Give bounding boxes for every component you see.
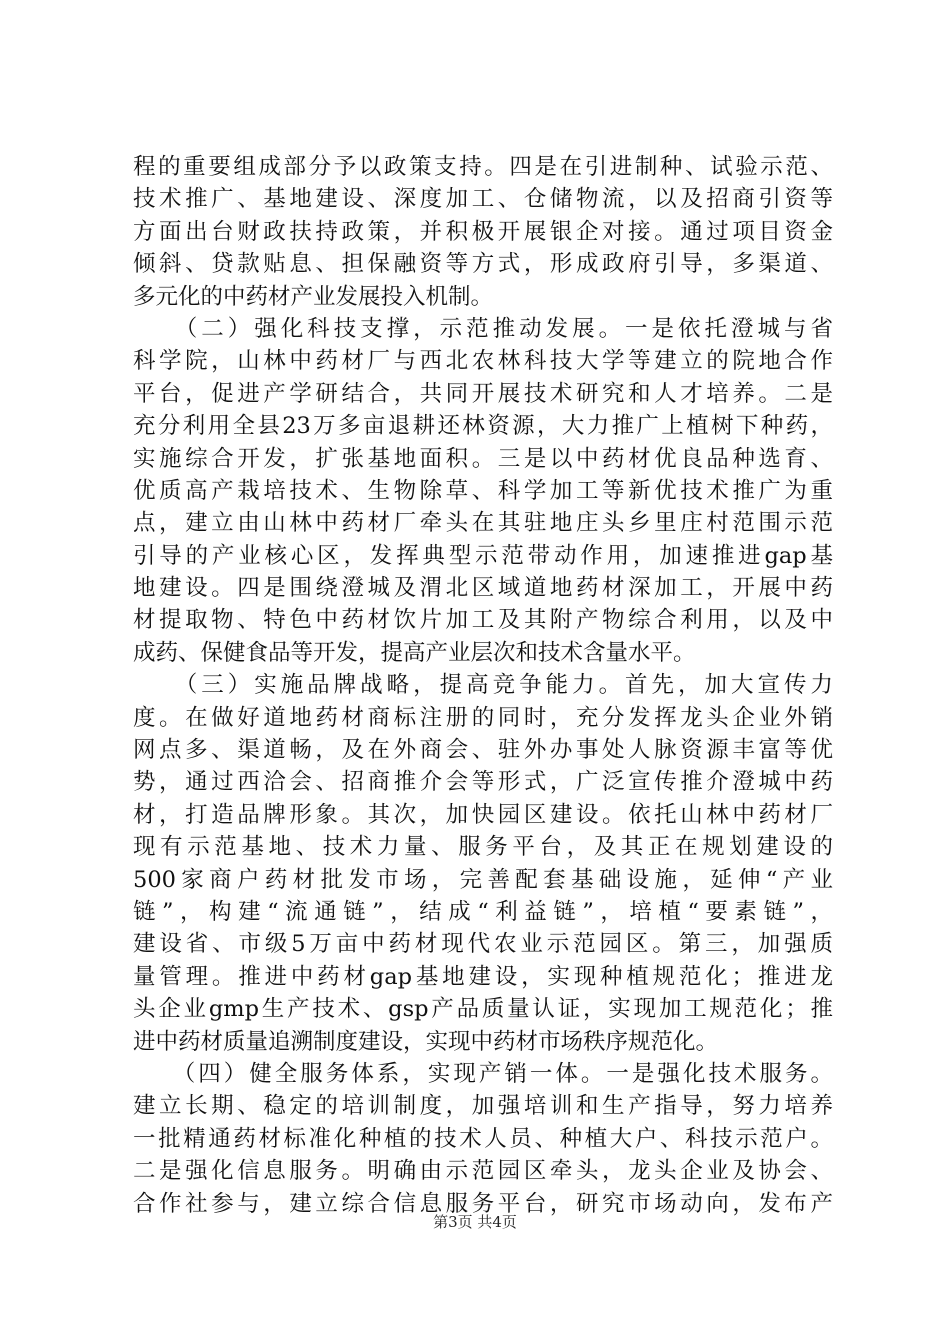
text-line: 引导的产业核心区，发挥典型示范带动作用，加速推进gap基 [133, 542, 833, 569]
text-line: 500家商户药材批发市场，完善配套基础设施，延伸“产业 [133, 866, 833, 893]
text-line: （四）健全服务体系，实现产销一体。一是强化技术服务。 [133, 1060, 833, 1087]
text-line: 建设省、市级5万亩中药材现代农业示范园区。第三，加强质 [133, 931, 833, 958]
text-line: 技术推广、基地建设、深度加工、仓储物流，以及招商引资等 [133, 186, 833, 213]
text-line: （二）强化科技支撑，示范推动发展。一是依托澄城与省 [133, 315, 833, 342]
text-line: 网点多、渠道畅，及在外商会、驻外办事处人脉资源丰富等优 [133, 737, 833, 764]
text-line: 一批精通药材标准化种植的技术人员、种植大户、科技示范户。 [133, 1125, 833, 1152]
text-line: 成药、保健食品等开发，提高产业层次和技术含量水平。 [133, 639, 696, 666]
text-line: 材，打造品牌形象。其次，加快园区建设。依托山林中药材厂 [133, 801, 833, 828]
text-line: 材提取物、特色中药材饮片加工及其附产物综合利用，以及中 [133, 607, 833, 634]
text-line: 充分利用全县23万多亩退耕还林资源，大力推广上植树下种药， [133, 413, 833, 440]
text-line: 合作社参与，建立综合信息服务平台，研究市场动向，发布产 [133, 1190, 833, 1217]
text-line: 实施综合开发，扩张基地面积。三是以中药材优良品种选育、 [133, 445, 833, 472]
body-text [133, 151, 833, 1220]
text-line: 势，通过西洽会、招商推介会等形式，广泛宣传推介澄城中药 [133, 769, 833, 796]
text-line: 倾斜、贷款贴息、担保融资等方式，形成政府引导，多渠道、 [133, 251, 833, 278]
text-line: 进中药材质量追溯制度建设，实现中药材市场秩序规范化。 [133, 1028, 719, 1055]
text-line: 方面出台财政扶持政策，并积极开展银企对接。通过项目资金 [133, 218, 833, 245]
text-line: 二是强化信息服务。明确由示范园区牵头，龙头企业及协会、 [133, 1158, 833, 1185]
text-line: 度。在做好道地药材商标注册的同时，充分发挥龙头企业外销 [133, 704, 833, 731]
text-line: 现有示范基地、技术力量、服务平台，及其正在规划建设的 [133, 834, 833, 861]
text-line: 平台，促进产学研结合，共同开展技术研究和人才培养。二是 [133, 380, 833, 407]
text-line: 头企业gmp生产技术、gsp产品质量认证，实现加工规范化；推 [133, 996, 833, 1023]
page-footer: 第3页 共4页 [433, 1213, 517, 1231]
text-line: 程的重要组成部分予以政策支持。四是在引进制种、试验示范、 [133, 154, 833, 180]
text-line: 优质高产栽培技术、生物除草、科学加工等新优技术推广为重 [133, 477, 833, 504]
text-line: 多元化的中药材产业发展投入机制。 [133, 283, 494, 310]
text-line: （三）实施品牌战略，提高竞争能力。首先，加大宣传力 [133, 672, 833, 699]
text-line: 科学院，山林中药材厂与西北农林科技大学等建立的院地合作 [133, 348, 833, 375]
text-line: 建立长期、稳定的培训制度，加强培训和生产指导，努力培养 [133, 1093, 833, 1120]
text-line: 链”，构建“流通链”，结成“利益链”，培植“要素链”， [133, 898, 833, 925]
text-line: 地建设。四是围绕澄城及渭北区域道地药材深加工，开展中药 [133, 575, 833, 602]
text-line: 量管理。推进中药材gap基地建设，实现种植规范化；推进龙 [133, 963, 833, 990]
text-line: 点，建立由山林中药材厂牵头在其驻地庄头乡里庄村范围示范 [133, 510, 833, 537]
